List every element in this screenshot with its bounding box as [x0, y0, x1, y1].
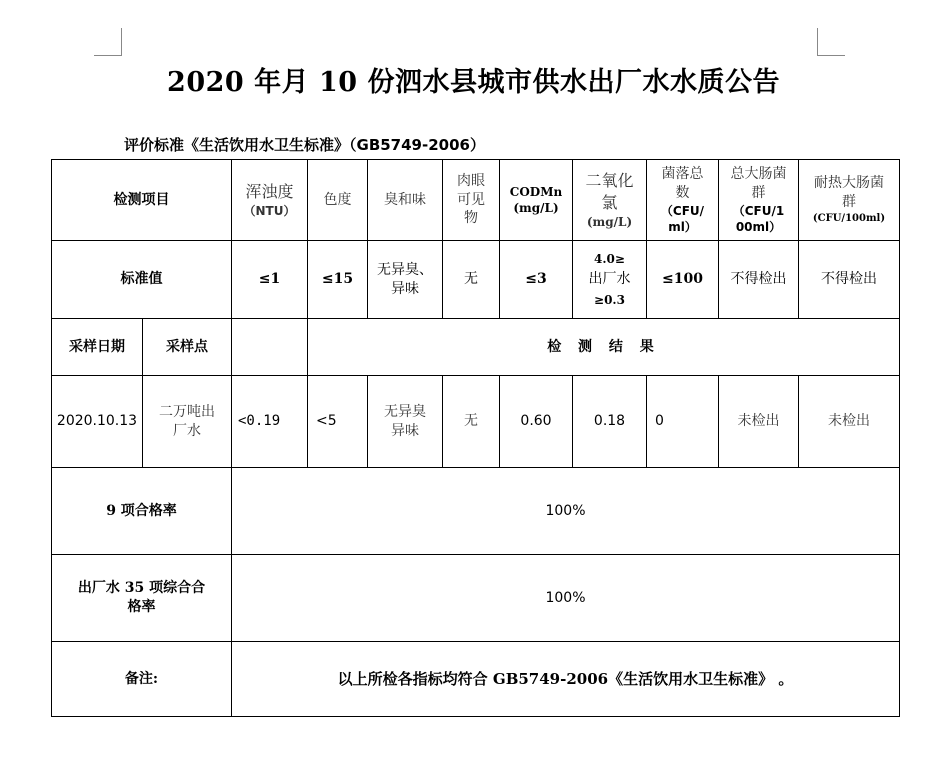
header-colony [647, 160, 719, 241]
sample-row [52, 376, 900, 468]
standard-chlorine-line3: ≥0.3 [594, 293, 625, 308]
sample-point-line2: 厂水 [173, 422, 201, 439]
standard-label: 标准值 [52, 241, 232, 319]
sample-point [143, 376, 232, 468]
sample-header-row [52, 319, 900, 376]
corner-mark-top-right [817, 28, 818, 56]
header-chlorine [573, 160, 647, 241]
pass35-label-line2: 格率 [127, 599, 156, 615]
header-cod [500, 160, 573, 241]
standard-coliform: 不得检出 [719, 241, 799, 319]
header-visible-line2: 可见 [457, 191, 485, 208]
standard-colony: ≤100 [647, 241, 719, 319]
remark-label: 备注: [52, 642, 232, 717]
water-quality-table [51, 159, 900, 717]
pass35-row [52, 555, 900, 642]
sample-colony: 0 [647, 376, 719, 468]
header-chlorine-unit: (mg/L) [586, 214, 633, 229]
results-header: 检 测 结 果 [308, 319, 900, 376]
header-turbidity [232, 160, 308, 241]
sample-date-header: 采样日期 [52, 319, 143, 376]
header-thermo-unit: (CFU/100ml) [812, 213, 886, 225]
standard-cod: ≤3 [500, 241, 573, 319]
pass9-label: 9 项合格率 [52, 468, 232, 555]
header-colony-line2: 数 [675, 184, 690, 201]
document-title: 2020 年月 10 份泗水县城市供水出厂水水质公告 [167, 67, 780, 98]
header-coliform-unit2: 00ml） [735, 219, 782, 234]
sample-visible: 无 [443, 376, 500, 468]
header-cod-name: CODMn [509, 184, 563, 199]
sample-cod: 0.60 [500, 376, 573, 468]
header-item: 检测项目 [52, 160, 232, 241]
sample-turbidity: <0.19 [232, 376, 308, 468]
corner-mark-top-left [94, 55, 122, 56]
empty-cell [232, 319, 308, 376]
header-chlorine-line1: 二氧化 [585, 171, 634, 191]
remark-text: 以上所检各指标均符合 GB5749-2006《生活饮用水卫生标准》 。 [232, 642, 900, 717]
header-visible-line1: 肉眼 [457, 172, 485, 189]
standard-visible: 无 [443, 241, 500, 319]
header-turbidity-name: 浑浊度 [245, 182, 294, 202]
standard-thermo: 不得检出 [799, 241, 900, 319]
sample-date: 2020.10.13 [52, 376, 143, 468]
pass35-label-line1: 出厂水 35 项综合合 [77, 580, 206, 597]
remark-row [52, 642, 900, 717]
header-colony-line1: 菌落总 [661, 165, 704, 182]
pass35-label [52, 555, 232, 642]
standard-row [52, 241, 900, 319]
standard-chlorine [573, 241, 647, 319]
pass9-row [52, 468, 900, 555]
sample-chlorine: 0.18 [573, 376, 647, 468]
header-thermo-line1: 耐热大肠菌 [814, 175, 884, 192]
sample-color: <5 [308, 376, 368, 468]
sample-odor [368, 376, 443, 468]
sample-point-line1: 二万吨出 [159, 403, 215, 420]
standard-odor-line2: 异味 [391, 280, 419, 297]
header-row [52, 160, 900, 241]
sample-point-header: 采样点 [143, 319, 232, 376]
header-colony-unit1: （CFU/ [660, 203, 705, 218]
corner-mark-top-right [817, 55, 845, 56]
header-visible [443, 160, 500, 241]
header-odor: 臭和味 [368, 160, 443, 241]
header-colony-unit2: ml） [668, 219, 697, 234]
header-turbidity-unit: （NTU） [243, 203, 296, 218]
standard-color: ≤15 [308, 241, 368, 319]
standard-turbidity: ≤1 [232, 241, 308, 319]
sample-odor-line1: 无异臭 [384, 403, 426, 420]
corner-mark-top-left [121, 28, 122, 56]
header-coliform-line2: 群 [751, 184, 766, 201]
standard-odor-line1: 无异臭、 [377, 261, 433, 278]
sample-odor-line2: 异味 [391, 422, 419, 439]
sample-coliform: 未检出 [719, 376, 799, 468]
standard-chlorine-line1: 4.0≥ [594, 251, 625, 266]
header-coliform-unit1: （CFU/1 [732, 203, 785, 218]
header-thermo [799, 160, 900, 241]
header-coliform-line1: 总大肠菌 [730, 165, 787, 182]
header-coliform [719, 160, 799, 241]
standard-chlorine-line2: 出厂水 [588, 270, 631, 287]
pass35-value: 100% [232, 555, 900, 642]
standard-odor [368, 241, 443, 319]
pass9-value: 100% [232, 468, 900, 555]
header-cod-unit: (mg/L) [513, 201, 559, 215]
header-thermo-line2: 群 [842, 194, 856, 211]
header-color: 色度 [308, 160, 368, 241]
sample-thermo: 未检出 [799, 376, 900, 468]
header-visible-line3: 物 [464, 210, 478, 227]
header-chlorine-line2: 氯 [601, 192, 618, 212]
evaluation-standard: 评价标准《生活饮用水卫生标准》（GB5749-2006） [124, 136, 485, 154]
